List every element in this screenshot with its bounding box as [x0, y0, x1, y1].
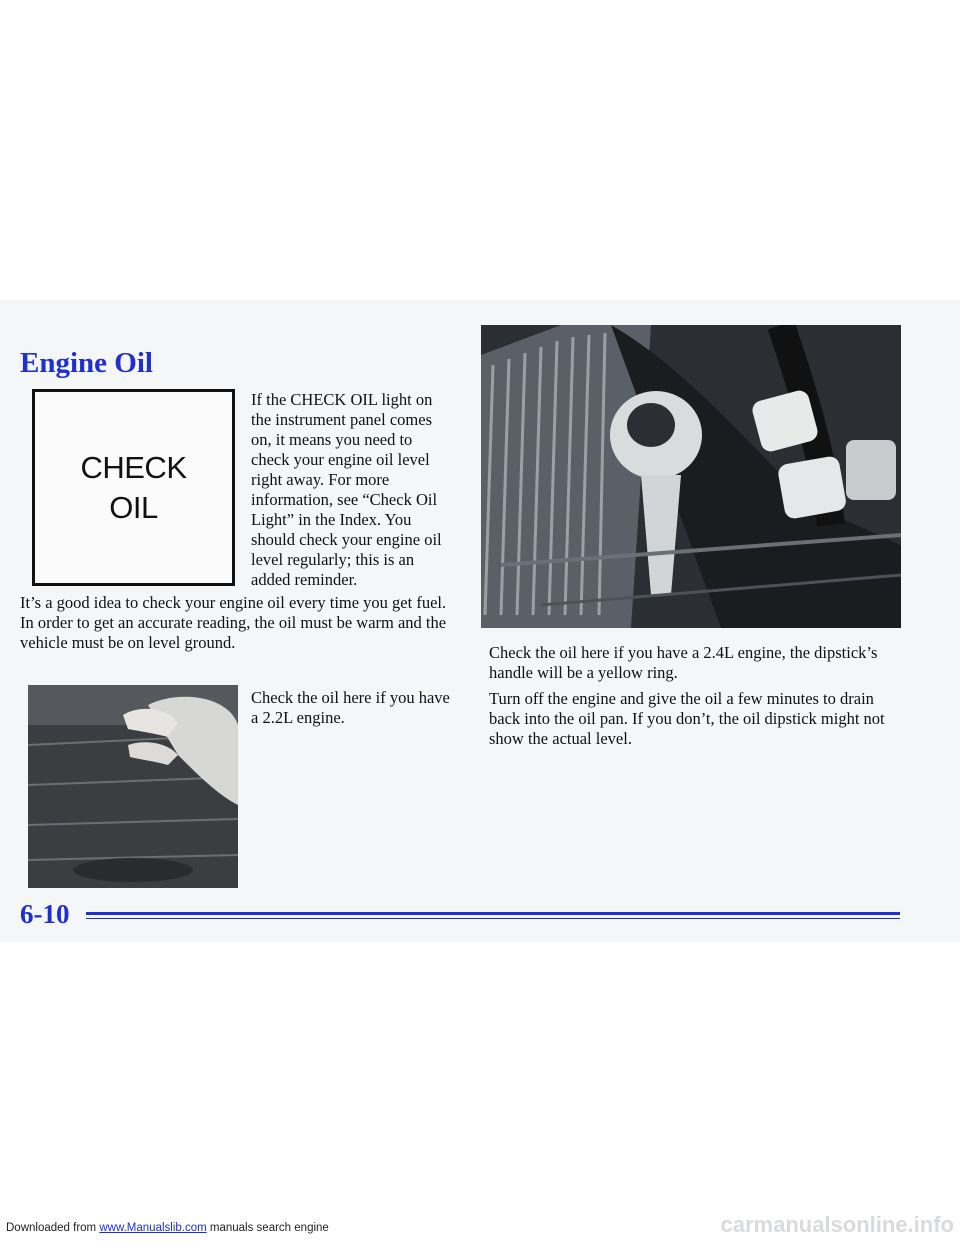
page-title: Engine Oil: [20, 347, 153, 379]
page-rule-thin: [86, 918, 900, 919]
page-number: 6-10: [20, 899, 70, 929]
check-oil-line-2: OIL: [109, 489, 158, 525]
intro-paragraph: If the CHECK OIL light on the instrument panel comes on, it means you need to check your engine oil level right away. For more information, see “Check Oil Light” in the Index. You should check your engine oil level regularly; this is an added reminder.: [251, 390, 442, 589]
check-every-fillup-paragraph: It’s a good idea to check your engine oil every time you get fuel. In order to get an accurate reading, the oil must be warm and the vehicle must be on level ground.: [20, 593, 447, 652]
engine-2-2l-caption: Check the oil here if you have a 2.2L engine.: [251, 688, 450, 727]
manualslib-link[interactable]: www.Manualslib.com: [99, 1222, 207, 1234]
engine-2-4l-photo: [481, 325, 901, 628]
page-rule-thick: [86, 912, 900, 915]
engine-2-2l-photo: [28, 685, 238, 888]
footer-prefix: Downloaded from: [6, 1222, 100, 1234]
hand-dipstick-illustration: [28, 685, 238, 888]
check-oil-indicator: [32, 389, 235, 586]
engine-2-4l-caption: Check the oil here if you have a 2.4L engine, the dipstick’s handle will be a yellow ring.: [489, 643, 878, 682]
dipstick-ring-illustration: [481, 325, 901, 628]
watermark: carmanualsonline.info: [720, 1212, 954, 1237]
check-oil-line-1: CHECK: [80, 449, 187, 485]
download-footer: [6, 1222, 329, 1234]
turn-off-engine-paragraph: Turn off the engine and give the oil a few minutes to drain back into the oil pan. If you don’t, the oil dipstick might not show the actual level.: [489, 689, 885, 748]
footer-suffix: manuals search engine: [206, 1222, 329, 1234]
